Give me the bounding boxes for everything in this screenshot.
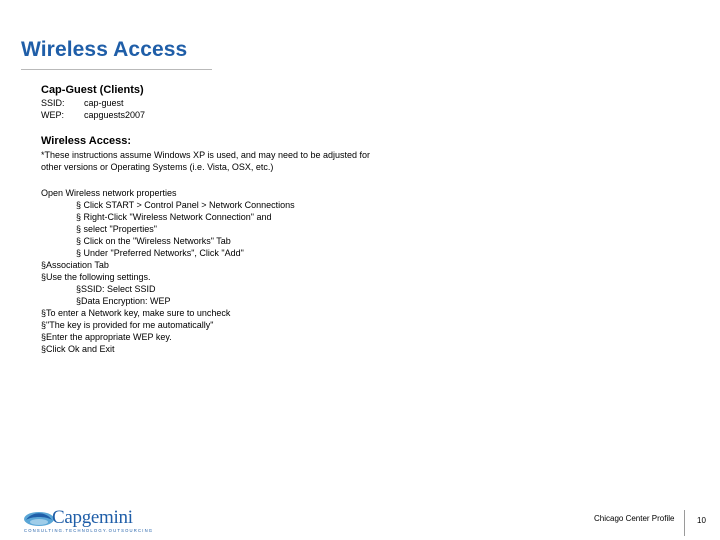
footer-divider (684, 510, 685, 536)
step-line: §Association Tab (41, 260, 109, 270)
step-line: § Click START > Control Panel > Network Connections (76, 200, 295, 210)
step-line: §Enter the appropriate WEP key. (41, 332, 172, 342)
step-line: § Under "Preferred Networks", Click "Add" (76, 248, 244, 258)
page-number: 10 (697, 516, 706, 525)
step-line: §To enter a Network key, make sure to uncheck (41, 308, 231, 318)
capgemini-logo (20, 505, 154, 535)
step-line: §Use the following settings. (41, 272, 151, 282)
step-line: §Click Ok and Exit (41, 344, 115, 354)
page-title: Wireless Access (21, 38, 188, 61)
step-line: § select "Properties" (76, 224, 157, 234)
spade-icon (22, 507, 56, 529)
step-line: §SSID: Select SSID (76, 284, 156, 294)
wep-key: WEP: (41, 110, 65, 120)
step-line: §Data Encryption: WEP (76, 296, 171, 306)
access-note: *These instructions assume Windows XP is used, and may need to be adjusted for other versions or Operating Systems (i.e. Vista, OSX, etc.) (41, 150, 371, 172)
content-area (41, 84, 681, 355)
ssid-value: cap-guest (84, 98, 124, 108)
ssid-key: SSID: (41, 98, 65, 108)
logo-wordmark: Capgemini (52, 507, 133, 528)
step-line: §"The key is provided for me automatically" (41, 320, 214, 330)
step-line: § Right-Click "Wireless Network Connection" and (76, 212, 272, 222)
logo-tagline: CONSULTING.TECHNOLOGY.OUTSOURCING (24, 528, 154, 533)
ssid-row (41, 97, 681, 109)
footer-center-text: Chicago Center Profile (594, 514, 675, 523)
guest-heading: Cap-Guest (Clients) (41, 84, 144, 96)
wep-value: capguests2007 (84, 110, 146, 120)
access-heading: Wireless Access: (41, 135, 131, 147)
step-line: § Click on the "Wireless Networks" Tab (76, 236, 231, 246)
step-line: Open Wireless network properties (41, 188, 177, 198)
wep-row (41, 109, 681, 121)
title-underline (21, 69, 212, 70)
